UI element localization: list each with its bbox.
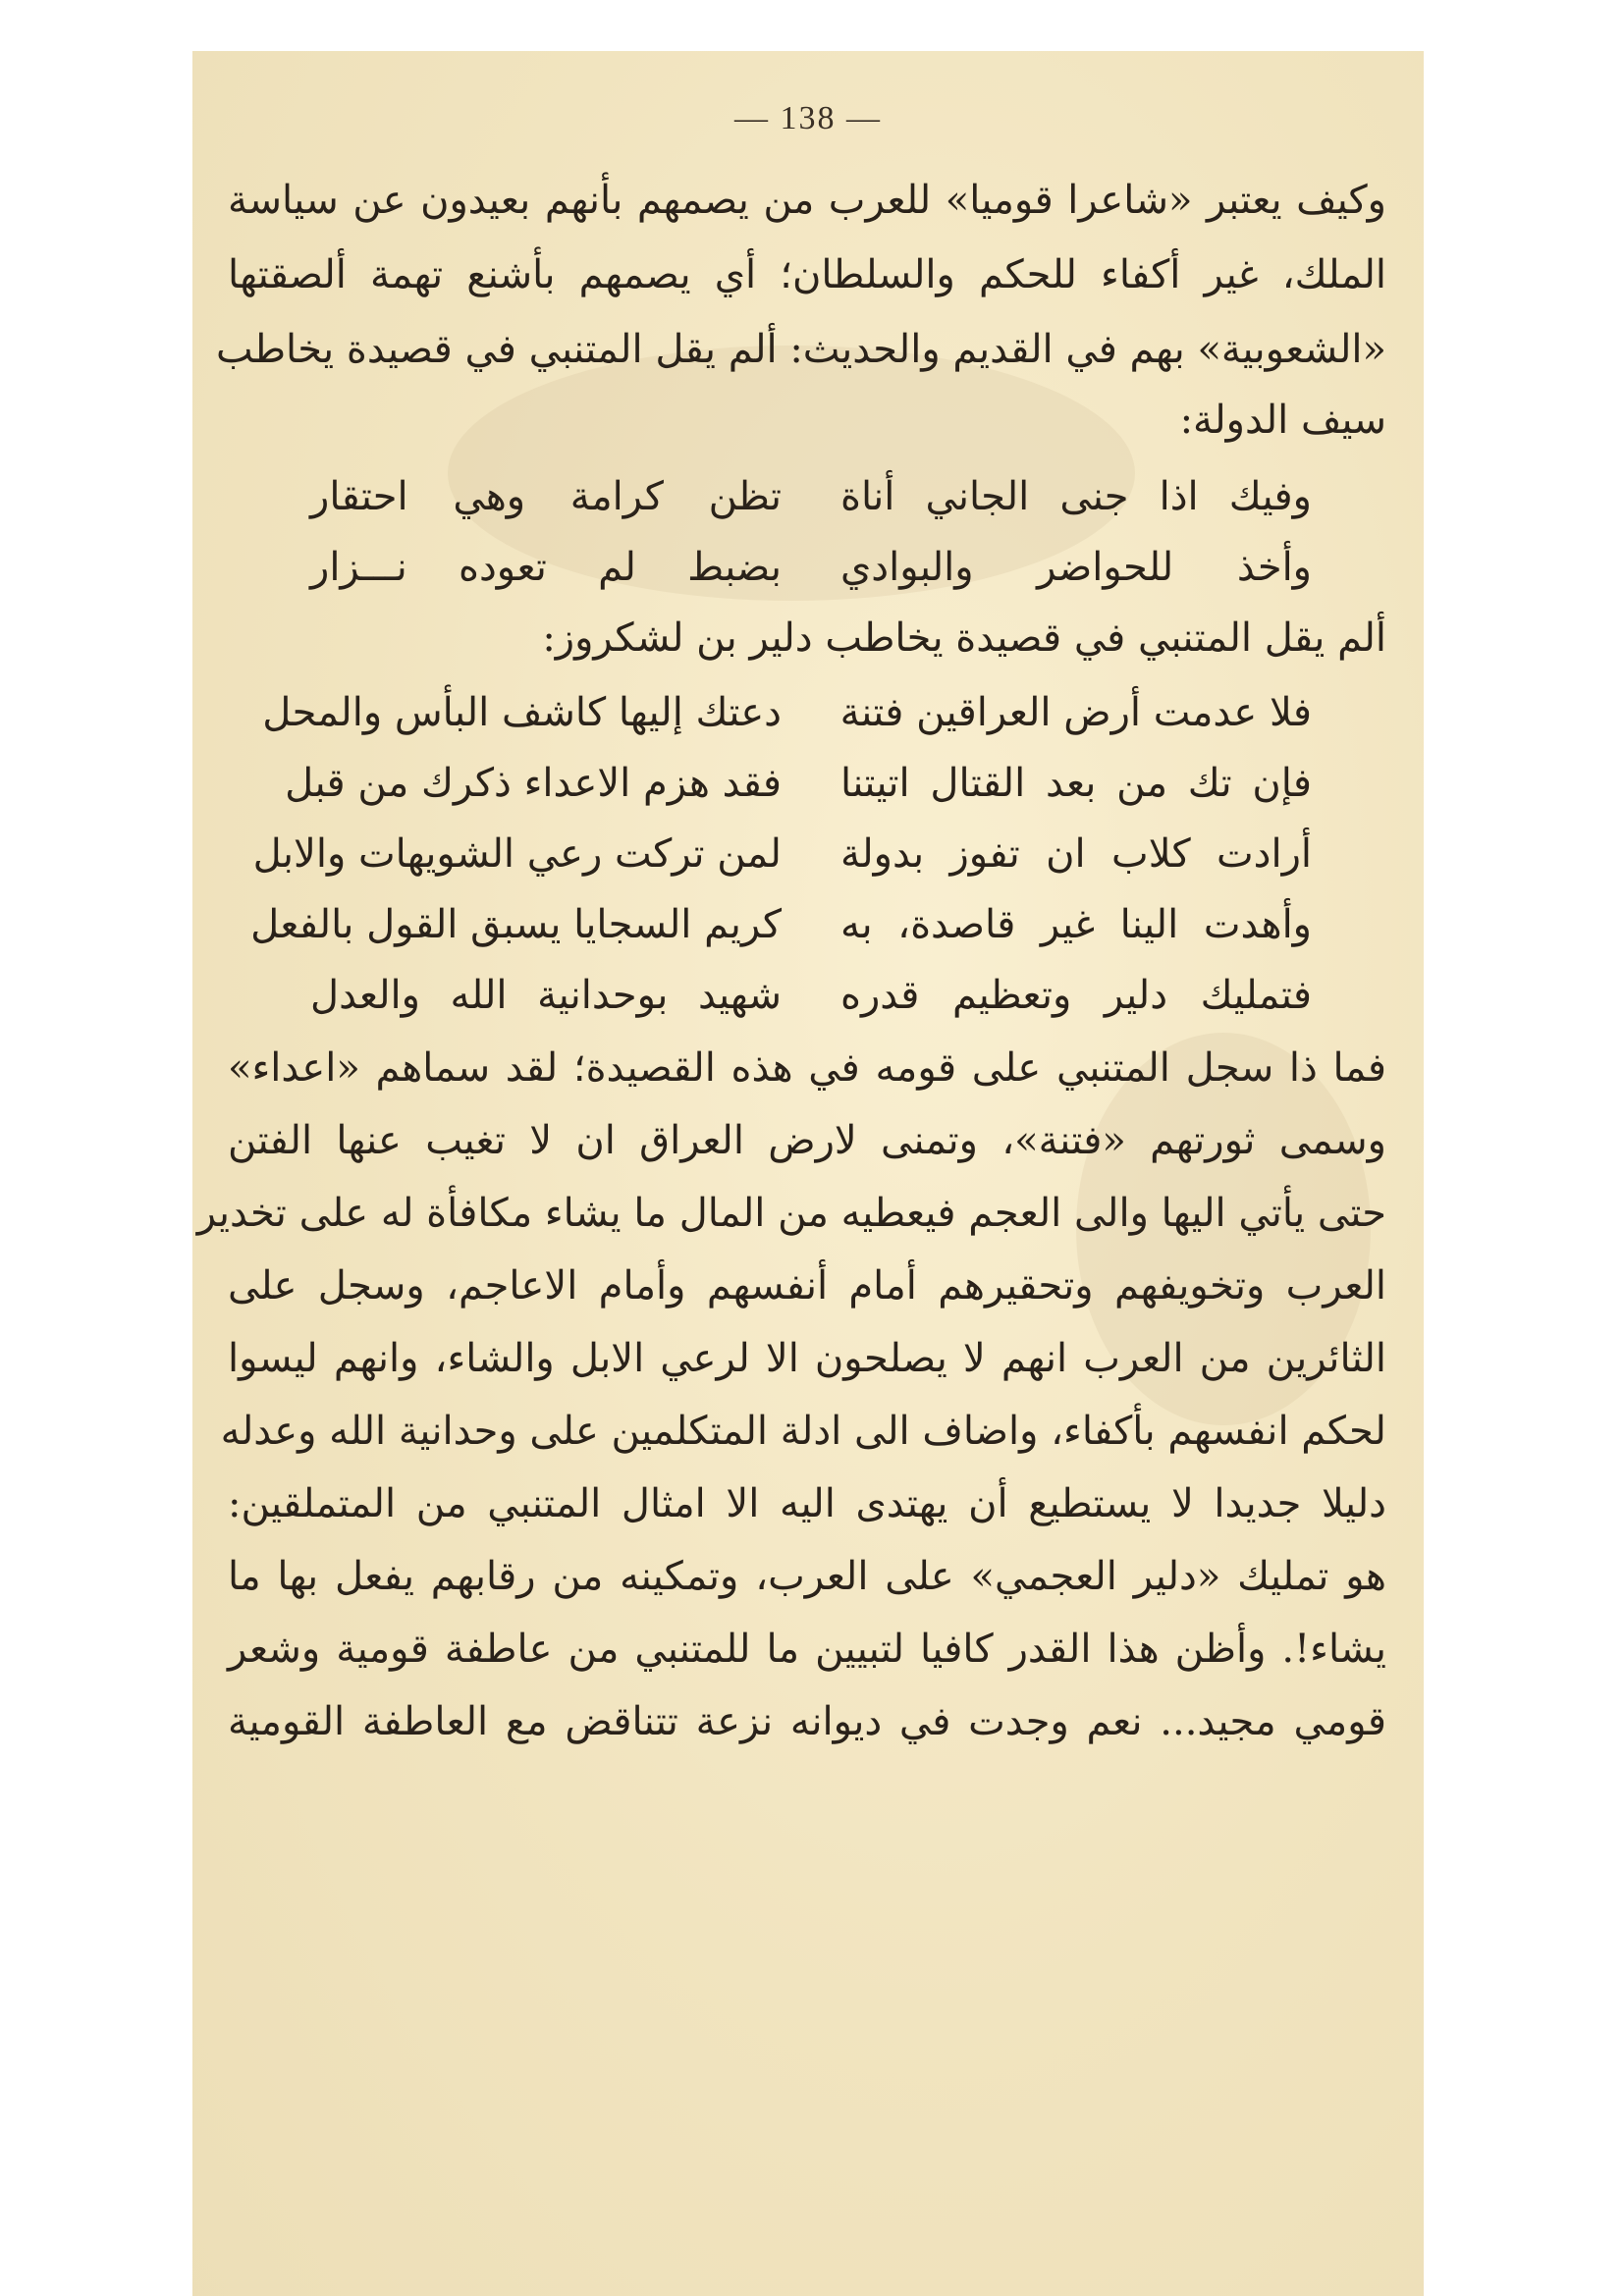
text-line: وسمى ثورتهم «فتنة»، وتمنى لارض العراق ان لا تغيب عنها الفتن <box>228 1118 1386 1163</box>
verse-line <box>252 831 1312 893</box>
hemistich-first: أرادت كلاب ان تفوز بدولة <box>840 831 1312 877</box>
text-line: حتى يأتي اليها والى العجم فيعطيه من المال ما يشاء مكافأة له على تخدير <box>196 1191 1386 1236</box>
verse-line <box>285 761 1312 823</box>
hemistich-second: دعتك إليها كاشف البأس والمحل <box>262 690 782 735</box>
hemistich-first: فإن تك من بعد القتال اتيتنا <box>840 761 1312 806</box>
text-line: فما ذا سجل المتنبي على قومه في هذه القصيدة؛ لقد سماهم «اعداء» <box>228 1045 1386 1091</box>
text-line: الملك، غير أكفاء للحكم والسلطان؛ أي يصمهم بأشنع تهمة ألصقتها <box>228 252 1386 297</box>
hemistich-first: وأخذ للحواضر والبوادي <box>840 545 1312 590</box>
hemistich-first: وفيك اذا جنى الجاني أناة <box>840 474 1312 519</box>
verse-line <box>250 902 1312 964</box>
verse-line <box>310 474 1312 536</box>
book-page <box>192 51 1424 2296</box>
text-line: سيف الدولة: <box>1179 398 1386 443</box>
text-line: الثائرين من العرب انهم لا يصلحون الا لرعي الابل والشاء، وانهم ليسوا <box>228 1336 1386 1381</box>
text-line: وكيف يعتبر «شاعرا قوميا» للعرب من يصمهم بأنهم بعيدون عن سياسة <box>228 178 1386 223</box>
text-line: دليلا جديدا لا يستطيع أن يهتدى اليه الا امثال المتنبي من المتملقين: <box>228 1481 1386 1526</box>
hemistich-second: كريم السجايا يسبق القول بالفعل <box>250 902 782 947</box>
verse-line <box>310 545 1312 607</box>
text-line: ألم يقل المتنبي في قصيدة يخاطب دلير بن لشكروز: <box>542 615 1386 661</box>
text-line: قومي مجيد... نعم وجدت في ديوانه نزعة تتناقض مع العاطفة القومية <box>228 1699 1386 1744</box>
page-number: — 138 — <box>734 100 882 136</box>
text-line: «الشعوبية» بهم في القديم والحديث: ألم يقل المتنبي في قصيدة يخاطب <box>215 327 1386 372</box>
text-line: يشاء!. وأظن هذا القدر كافيا لتبيين ما للمتنبي من عاطفة قومية وشعر <box>228 1627 1386 1672</box>
text-line: هو تمليك «دلير العجمي» على العرب، وتمكينه من رقابهم يفعل بها ما <box>228 1554 1386 1599</box>
hemistich-second: شهيد بوحدانية الله والعدل <box>310 973 782 1018</box>
text-line: لحكم انفسهم بأكفاء، واضاف الى ادلة المتكلمين على وحدانية الله وعدله <box>220 1409 1386 1454</box>
hemistich-second: بضبط لم تعوده نـــزار <box>310 545 782 590</box>
hemistich-first: فلا عدمت أرض العراقين فتنة <box>839 690 1312 735</box>
hemistich-first: وأهدت الينا غير قاصدة، به <box>840 902 1312 947</box>
verse-line <box>262 690 1312 752</box>
verse-line <box>310 973 1312 1035</box>
hemistich-second: تظن كرامة وهي احتقار <box>310 474 782 519</box>
hemistich-second: لمن تركت رعي الشويهات والابل <box>252 831 782 877</box>
text-line: العرب وتخويفهم وتحقيرهم أمام أنفسهم وأمام الاعاجم، وسجل على <box>228 1263 1386 1308</box>
hemistich-first: فتمليك دلير وتعظيم قدره <box>840 973 1312 1018</box>
hemistich-second: فقد هزم الاعداء ذكرك من قبل <box>285 761 782 806</box>
